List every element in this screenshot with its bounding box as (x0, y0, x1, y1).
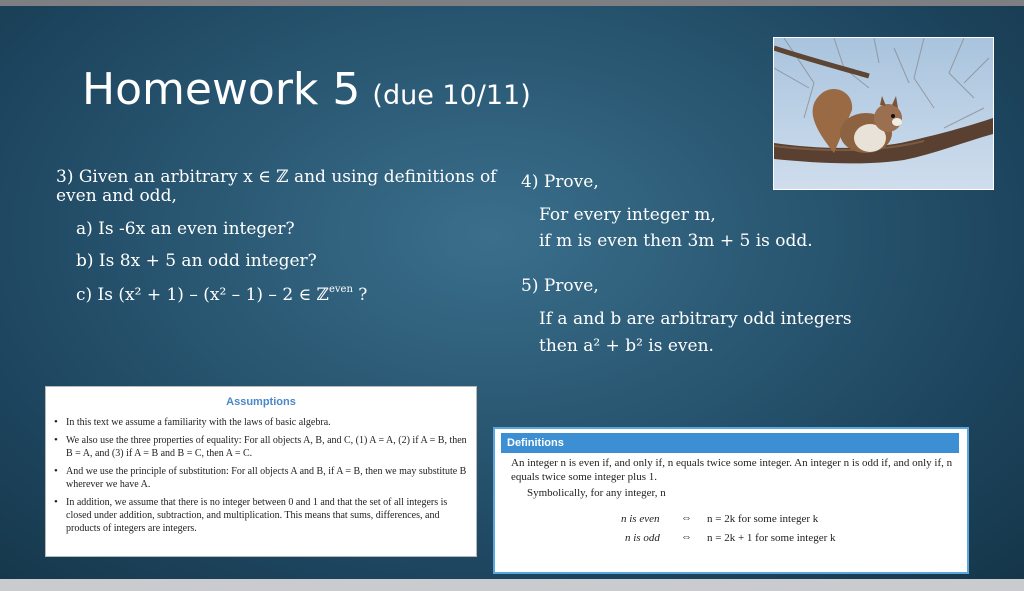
q5-line1: If a and b are arbitrary odd integers (539, 309, 852, 329)
definitions-body: An integer n is even if, and only if, n equals twice some integer. An integer n is odd if, and only if, n equals twice some integer plus 1. (511, 457, 953, 483)
definitions-symbolic: Symbolically, for any integer, n (527, 487, 666, 499)
assumption-item: • And we use the principle of substitution: For all objects A and B, if A = B, then we may substitute B wherever we have A. (52, 465, 470, 491)
iff-arrow-icon: ⇔ (681, 531, 692, 543)
definitions-box (493, 427, 969, 574)
assumption-item: • In this text we assume a familiarity with the laws of basic algebra. (52, 416, 470, 429)
q3-intro-line1: 3) Given an arbitrary x ∈ ℤ and using definitions of (56, 167, 497, 187)
odd-right: n = 2k + 1 for some integer k (707, 532, 836, 544)
title-main: Homework 5 (82, 64, 361, 115)
even-right: n = 2k for some integer k (707, 513, 819, 525)
q5-line2: then a² + b² is even. (539, 336, 714, 356)
squirrel-on-branch-image (774, 38, 993, 189)
q3-part-c-end: ? (352, 285, 368, 305)
assumptions-box (45, 386, 477, 557)
odd-left: n is odd (625, 532, 660, 544)
q5-heading: 5) Prove, (521, 276, 599, 296)
assumptions-title: Assumptions (226, 396, 296, 408)
squirrel-photo (773, 37, 994, 190)
iff-arrow-icon: ⇔ (681, 512, 692, 524)
q3-part-c (76, 285, 367, 304)
assumption-item: • We also use the three properties of equality: For all objects A, B, and C, (1) A = A, (2) if A = B, then B = A, and (3) if A = B and B = C, then A = C. (52, 434, 470, 460)
q3-part-b: b) Is 8x + 5 an odd integer? (76, 251, 317, 271)
q3-part-c-main: c) Is (x² + 1) – (x² – 1) – 2 ∈ ℤ (76, 285, 329, 305)
q3-part-c-superscript: even (328, 284, 353, 295)
slide (0, 6, 1024, 579)
slide-title (82, 64, 531, 115)
q4-heading: 4) Prove, (521, 172, 599, 192)
q4-line1: For every integer m, (539, 205, 716, 225)
assumptions-list (52, 416, 470, 540)
q3-intro-line2: even and odd, (56, 186, 177, 206)
title-due-date: (due 10/11) (372, 80, 531, 111)
q4-line2: if m is even then 3m + 5 is odd. (539, 231, 813, 251)
bottom-bar (0, 579, 1024, 591)
q3-part-a: a) Is -6x an even integer? (76, 219, 295, 239)
even-left: n is even (621, 513, 660, 525)
definitions-title: Definitions (501, 433, 959, 453)
assumption-item: • In addition, we assume that there is no integer between 0 and 1 and that the set of all integers is closed under addition, subtraction, and multiplication. This means that sums, differences, and products of integers are integers. (52, 496, 470, 535)
